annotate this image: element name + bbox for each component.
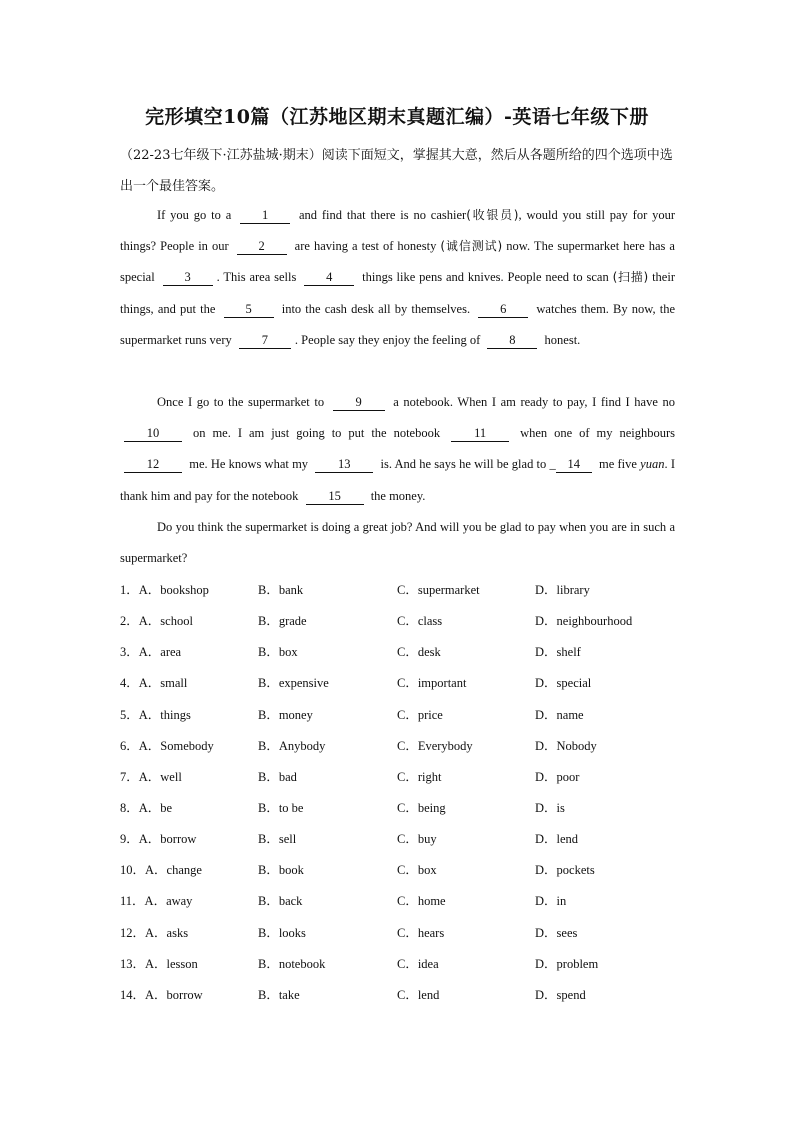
option-b[interactable]: B．expensive <box>258 676 329 691</box>
option-d[interactable]: D．Nobody <box>535 738 597 753</box>
passage-paragraph-3: Do you think the supermarket is doing a great job? And will you be glad to pay when you are in such a supermarket? <box>120 520 675 566</box>
option-a[interactable]: 9．A．borrow <box>120 832 197 847</box>
option-row <box>120 762 720 793</box>
option-row <box>120 575 720 606</box>
option-b[interactable]: B．take <box>258 987 300 1002</box>
option-b[interactable]: B．bank <box>258 583 304 597</box>
option-a[interactable]: 5．A．things <box>120 707 191 722</box>
option-a[interactable]: 4．A．small <box>120 676 188 691</box>
option-c[interactable]: C．idea <box>397 956 439 971</box>
option-c[interactable]: C．important <box>397 676 467 691</box>
option-d[interactable]: D．shelf <box>535 645 581 660</box>
option-b[interactable]: B．notebook <box>258 956 326 971</box>
option-d[interactable]: D．name <box>535 707 584 722</box>
option-b[interactable]: B．back <box>258 894 303 909</box>
option-a[interactable]: 8．A．be <box>120 800 173 815</box>
option-a[interactable]: 2．A．school <box>120 614 193 629</box>
option-c[interactable]: C．buy <box>397 832 437 847</box>
answer-options <box>120 575 720 1011</box>
option-d[interactable]: D．pockets <box>535 863 595 878</box>
option-c[interactable]: C．Everybody <box>397 738 473 753</box>
blank-11: 11 <box>451 426 509 442</box>
option-b[interactable]: B．grade <box>258 614 307 629</box>
option-a[interactable]: 13．A．lesson <box>120 956 198 971</box>
option-c[interactable]: C．class <box>397 614 443 629</box>
option-row <box>120 793 720 824</box>
blank-2: 2 <box>237 239 287 255</box>
option-row <box>120 606 720 637</box>
option-c[interactable]: C．lend <box>397 987 440 1002</box>
blank-14: 14 <box>556 457 592 473</box>
option-d[interactable]: D．library <box>535 583 590 597</box>
option-row <box>120 886 720 917</box>
blank-8: 8 <box>487 333 537 349</box>
option-c[interactable]: C．hears <box>397 925 445 940</box>
blank-1: 1 <box>240 208 290 224</box>
blank-12: 12 <box>124 457 182 473</box>
blank-3: 3 <box>163 270 213 286</box>
option-b[interactable]: B．looks <box>258 925 306 940</box>
blank-5: 5 <box>224 302 274 318</box>
option-b[interactable]: B．sell <box>258 832 297 847</box>
option-b[interactable]: B．bad <box>258 769 297 784</box>
option-c[interactable]: C．being <box>397 800 446 815</box>
option-a[interactable]: 14．A．borrow <box>120 987 203 1002</box>
option-b[interactable]: B．Anybody <box>258 738 326 753</box>
option-b[interactable]: B．money <box>258 707 313 722</box>
option-row <box>120 824 720 855</box>
option-row <box>120 668 720 699</box>
option-d[interactable]: D．is <box>535 800 565 815</box>
option-row <box>120 949 720 980</box>
blank-13: 13 <box>315 457 373 473</box>
option-d[interactable]: D．lend <box>535 832 579 847</box>
option-c[interactable]: C．right <box>397 769 442 784</box>
option-c[interactable]: C．home <box>397 894 446 909</box>
option-a[interactable]: 1．A．bookshop <box>120 583 209 597</box>
option-a[interactable]: 3．A．area <box>120 645 182 660</box>
blank-9: 9 <box>333 395 385 411</box>
passage-paragraph-1: If you go to a 1 and find that there is no cashier(收银员), would you still pay for your things? People in our 2 are having a test of honesty (诚信测试) now. The supermarket here has a special 3 . This area sells 4 things like pens and knives. People need to scan (扫描) their things, and put the 5 into the cash desk all by themselves. 6 watches them. By now, the supermarket runs very 7 . People say they enjoy the feeling of 8 honest. <box>120 208 676 347</box>
blank-10: 10 <box>124 426 182 442</box>
option-b[interactable]: B．book <box>258 863 304 878</box>
passage-paragraph-2: Once I go to the supermarket to 9 a notebook. When I am ready to pay, I find I have no 10 on me. I am just going to put the notebook 11 when one of my neighbours 12 me. He knows what my 13 is. And he says he will be glad to _ 14 me five yuan. I thank him and pay for the notebook 15 the money. <box>120 395 676 503</box>
option-a[interactable]: 10．A．change <box>120 863 202 878</box>
option-b[interactable]: B．box <box>258 645 298 660</box>
option-row <box>120 731 720 762</box>
option-a[interactable]: 6．A．Somebody <box>120 738 214 753</box>
blank-6: 6 <box>478 302 528 318</box>
option-d[interactable]: D．special <box>535 676 592 691</box>
option-d[interactable]: D．problem <box>535 956 599 971</box>
blank-7: 7 <box>239 333 291 349</box>
blank-4: 4 <box>304 270 354 286</box>
option-d[interactable]: D．in <box>535 894 567 909</box>
option-row <box>120 637 720 668</box>
option-row <box>120 700 720 731</box>
option-a[interactable]: 11．A．away <box>120 894 193 909</box>
option-d[interactable]: D．poor <box>535 769 580 784</box>
option-a[interactable]: 12．A．asks <box>120 925 189 940</box>
option-c[interactable]: C．box <box>397 863 437 878</box>
option-a[interactable]: 7．A．well <box>120 769 182 784</box>
option-row <box>120 855 720 886</box>
question-source: （22-23七年级下·江苏盐城·期末）阅读下面短文，掌握其大意，然后从各题所给的四个选项中选出一个最佳答案。 <box>120 148 673 194</box>
option-c[interactable]: C．price <box>397 707 443 722</box>
option-d[interactable]: D．spend <box>535 987 586 1002</box>
option-c[interactable]: C．supermarket <box>397 583 480 597</box>
option-c[interactable]: C．desk <box>397 645 441 660</box>
option-row <box>120 980 720 1011</box>
page-title: 完形填空10篇（江苏地区期末真题汇编）-英语七年级下册 <box>145 106 649 128</box>
blank-15: 15 <box>306 489 364 505</box>
option-row <box>120 918 720 949</box>
option-d[interactable]: D．neighbourhood <box>535 614 633 629</box>
option-b[interactable]: B．to be <box>258 800 304 815</box>
option-d[interactable]: D．sees <box>535 925 578 940</box>
